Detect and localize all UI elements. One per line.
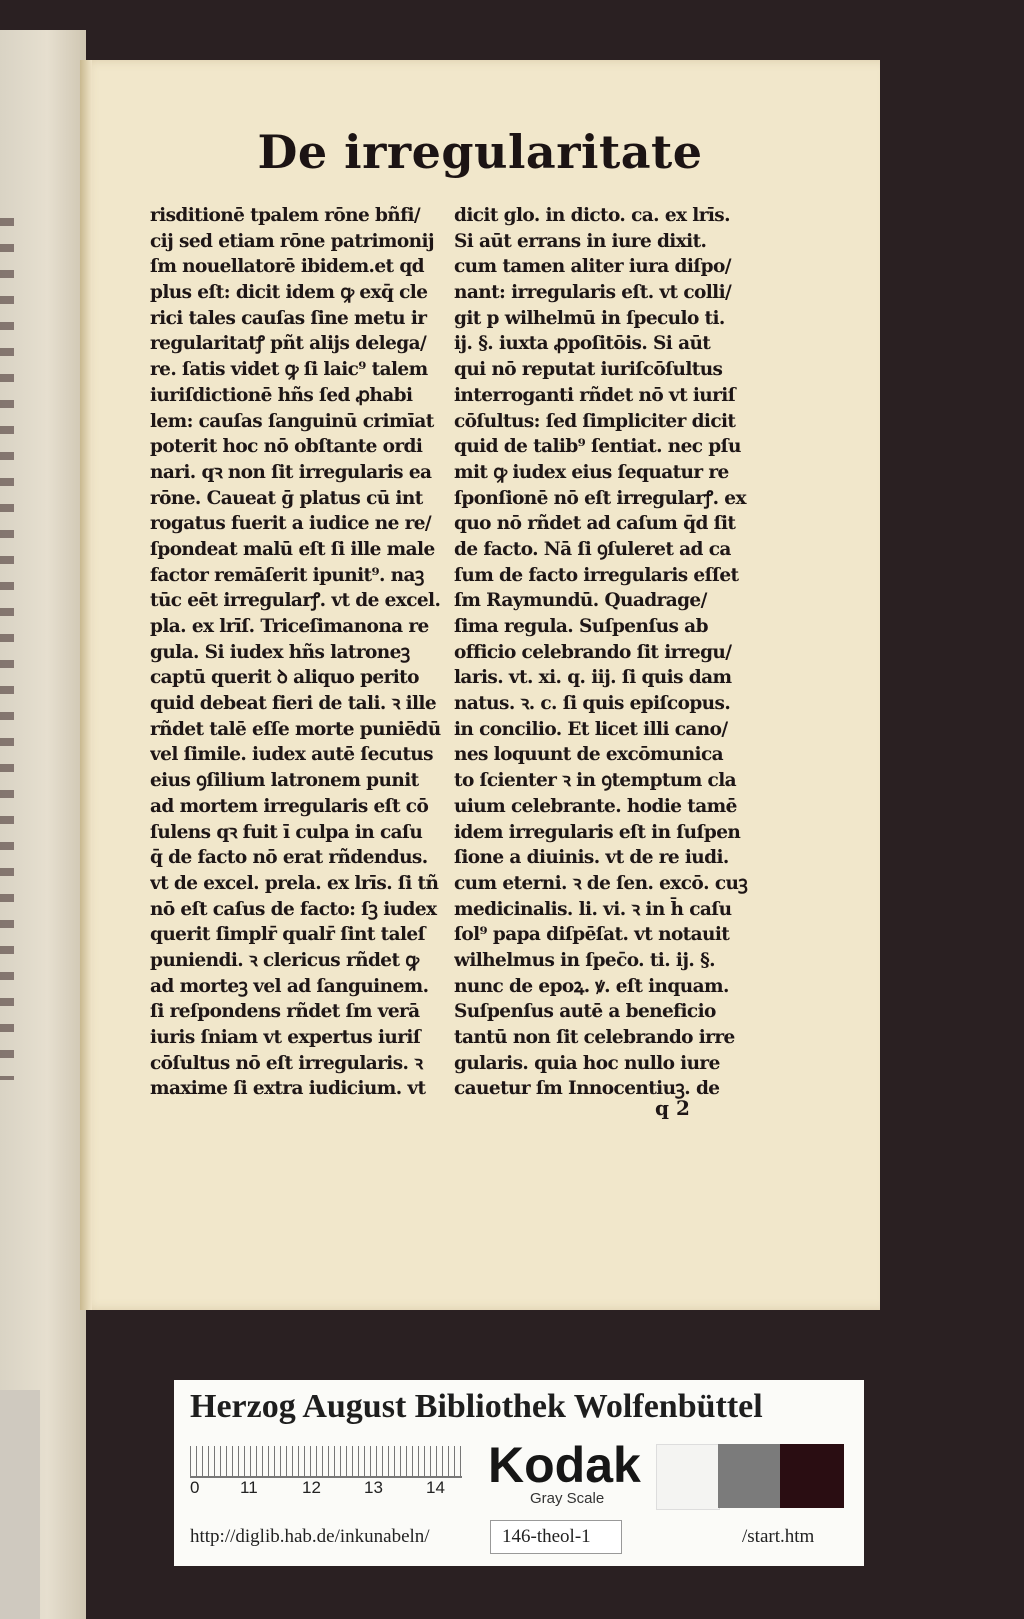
text-line: dicit glo. in dicto. ca. ex lrīs. bbox=[454, 205, 730, 226]
text-line: maxime ſi extra iudicium. vt bbox=[150, 1078, 426, 1100]
text-line: vel ſimile. iudex autē ſecutus bbox=[150, 744, 433, 766]
shelfmark: 146-theol-1 bbox=[502, 1526, 591, 1547]
text-line: wilhelmus in ſpec̄o. ti. ij. §. bbox=[454, 949, 716, 971]
gray-swatch-mid bbox=[718, 1444, 780, 1508]
text-line: ad mortem irregularis eſt cō bbox=[150, 795, 429, 817]
text-line: ſione a diuinis. vt de re iudi. bbox=[454, 847, 729, 869]
text-line: officio celebrando ſit irregu/ bbox=[454, 641, 732, 663]
text-line: pla. ex lrīſ. Triceſimanona re bbox=[150, 616, 429, 637]
text-line: to ſcienter ꝛ in ꝯtemptum cla bbox=[454, 770, 737, 792]
text-line: ij. §. iuxta ꝓpoſitōis. Si aūt bbox=[454, 333, 711, 355]
text-line: qui nō reputat iuriſcōſultus bbox=[454, 359, 723, 381]
text-line: Suſpenſus autē a beneficio bbox=[454, 1001, 716, 1023]
text-line: medicinalis. li. vi. ꝛ in h̄ caſu bbox=[454, 898, 732, 920]
text-line: re. ſatis videt ꝙ ſi laic⁹ talem bbox=[150, 359, 428, 381]
text-line: poterit hoc nō obſtante ordi bbox=[150, 436, 423, 458]
ruler-number: 13 bbox=[364, 1478, 383, 1497]
text-line: Si aūt errans in iure dixit. bbox=[454, 230, 707, 252]
text-line: lem: cauſas ſanguinū crimīat bbox=[150, 410, 434, 432]
url-row bbox=[190, 1520, 850, 1556]
text-line: cōſultus: ſed ſimpliciter dicit bbox=[454, 410, 736, 432]
text-line: quid debeat fieri de tali. ꝛ ille bbox=[150, 693, 437, 715]
text-line: ſum de facto irregularis eſſet bbox=[454, 564, 739, 586]
text-line: de facto. Nā ſi ꝯſuleret ad ca bbox=[454, 538, 731, 560]
text-line: nunc de epoꝝ. ꝟ. eſt inquam. bbox=[454, 975, 729, 997]
url-suffix: /start.htm bbox=[742, 1526, 815, 1547]
text-line: ad morteꝫ vel ad ſanguinem. bbox=[150, 975, 429, 997]
page-gutter bbox=[80, 60, 92, 1310]
text-line: vt de excel. prela. ex lrīs. ſi tñ bbox=[150, 872, 439, 894]
text-line: interroganti rñdet nō vt iuriſ bbox=[454, 384, 736, 406]
text-line: cauetur ſm Innocentiuꝫ. de bbox=[454, 1078, 720, 1100]
text-line: regularitatꝭ pñt alijs delega/ bbox=[150, 333, 427, 355]
previous-page-text-fragments bbox=[0, 200, 14, 1080]
text-line: risditionē tpalem rōne bñfi/ bbox=[150, 205, 421, 226]
text-line: natus. ꝛ. c. ſi quis epiſcopus. bbox=[454, 693, 731, 715]
text-line: gularis. quia hoc nullo iure bbox=[454, 1052, 720, 1074]
text-line: q̄ de facto nō erat rñdendus. bbox=[150, 847, 428, 869]
text-line: iuris ſniam vt expertus iuriſ bbox=[150, 1027, 421, 1048]
ruler-number: 11 bbox=[240, 1478, 258, 1497]
text-line: gula. Si iudex hñs latroneꝫ bbox=[150, 641, 410, 663]
text-column-right bbox=[454, 203, 754, 1102]
ruler-number: 14 bbox=[426, 1478, 445, 1497]
gray-swatch-dark bbox=[780, 1444, 844, 1508]
text-line: mit ꝙ iudex eius ſequatur re bbox=[454, 461, 729, 483]
gray-scale-label: Gray Scale bbox=[530, 1490, 605, 1507]
text-line: ſpondeat malū eſt ſi ille male bbox=[150, 538, 435, 560]
text-line: rñdet talē eſſe morte puniēdū bbox=[150, 718, 441, 740]
text-line: ſulens qꝛ fuit ī culpa in caſu bbox=[150, 821, 423, 843]
ruler-scale bbox=[190, 1446, 462, 1478]
text-line: eius ꝯſilium latronem punit bbox=[150, 770, 419, 792]
text-line: puniendi. ꝛ clericus rñdet ꝙ bbox=[150, 949, 419, 971]
ruler-number: 12 bbox=[302, 1478, 321, 1497]
text-line: nant: irregularis eſt. vt colli/ bbox=[454, 282, 732, 304]
text-line: nes loquunt de excōmunica bbox=[454, 744, 724, 766]
text-line: rōne. Caueat ḡ platus cū int bbox=[150, 487, 423, 509]
text-line: rogatus fuerit a iudice ne re/ bbox=[150, 513, 432, 535]
text-line: ſol⁹ papa diſpēſat. vt notauit bbox=[454, 924, 730, 946]
text-line: rici tales cauſas ſine metu ir bbox=[150, 307, 427, 329]
url-prefix: http://diglib.hab.de/inkunabeln/ bbox=[190, 1526, 430, 1547]
text-line: in concilio. Et licet illi cano/ bbox=[454, 718, 728, 740]
text-line: cij sed etiam rōne patrimonij bbox=[150, 230, 435, 252]
text-column-left bbox=[150, 203, 450, 1102]
previous-page-label-strip bbox=[0, 1390, 40, 1619]
text-line: nō eſt caſus de facto: ſꝫ iudex bbox=[150, 898, 437, 920]
color-checker-card bbox=[174, 1380, 864, 1566]
text-line: cōſultus nō eſt irregularis. ꝛ bbox=[150, 1052, 423, 1074]
ruler-number: 0 bbox=[190, 1478, 200, 1497]
text-line: tūc eēt irregularꝭ. vt de excel. bbox=[150, 590, 441, 612]
text-line: quo nō rñdet ad caſum q̄d ſit bbox=[454, 513, 736, 535]
text-line: idem irregularis eſt in ſuſpen bbox=[454, 821, 741, 843]
text-line: ſima regula. Suſpenſus ab bbox=[454, 616, 708, 637]
text-line: cum tamen aliter iura diſpo/ bbox=[454, 256, 731, 278]
text-line: ſm nouellatorē ibidem.et qd bbox=[150, 256, 425, 278]
text-line: nari. qꝛ non ſit irregularis ea bbox=[150, 461, 432, 483]
text-line: tantū non ſit celebrando irre bbox=[454, 1027, 735, 1048]
text-line: plus eſt: dicit idem ꝙ exq̄ cle bbox=[150, 282, 428, 304]
book-page bbox=[80, 60, 880, 1310]
text-line: querit ſimplr̄ qualr̄ ſint taleſ bbox=[150, 924, 425, 946]
text-line: uium celebrante. hodie tamē bbox=[454, 795, 737, 817]
text-line: cum eterni. ꝛ de ſen. excō. cuꝫ bbox=[454, 872, 748, 894]
gray-swatch-white bbox=[656, 1444, 720, 1510]
ruler-numbers bbox=[190, 1478, 490, 1502]
text-line: ſm Raymundū. Quadrage/ bbox=[454, 590, 707, 612]
kodak-logo: Kodak bbox=[488, 1437, 641, 1493]
text-line: factor remāſerit ipunit⁹. naꝫ bbox=[150, 564, 424, 586]
text-line: ſi reſpondens rñdet ſm verā bbox=[150, 1001, 420, 1023]
text-line: iuriſdictionē hñs ſed ꝓhabi bbox=[150, 384, 413, 406]
text-line: laris. vt. xi. q. iij. ſi quis dam bbox=[454, 667, 732, 689]
page-heading: De irregularitate bbox=[257, 125, 703, 179]
text-line: captū querit ꝺ aliquo perito bbox=[150, 667, 419, 689]
signature-mark: q 2 bbox=[655, 1096, 690, 1120]
text-line: git p wilhelmū in ſpeculo ti. bbox=[454, 307, 725, 329]
library-title: Herzog August Bibliothek Wolfenbüttel bbox=[190, 1388, 763, 1425]
text-line: ſponſionē nō eſt irregularꝭ. ex bbox=[454, 487, 746, 509]
text-line: quid de talib⁹ ſentiat. nec pſu bbox=[454, 436, 741, 458]
